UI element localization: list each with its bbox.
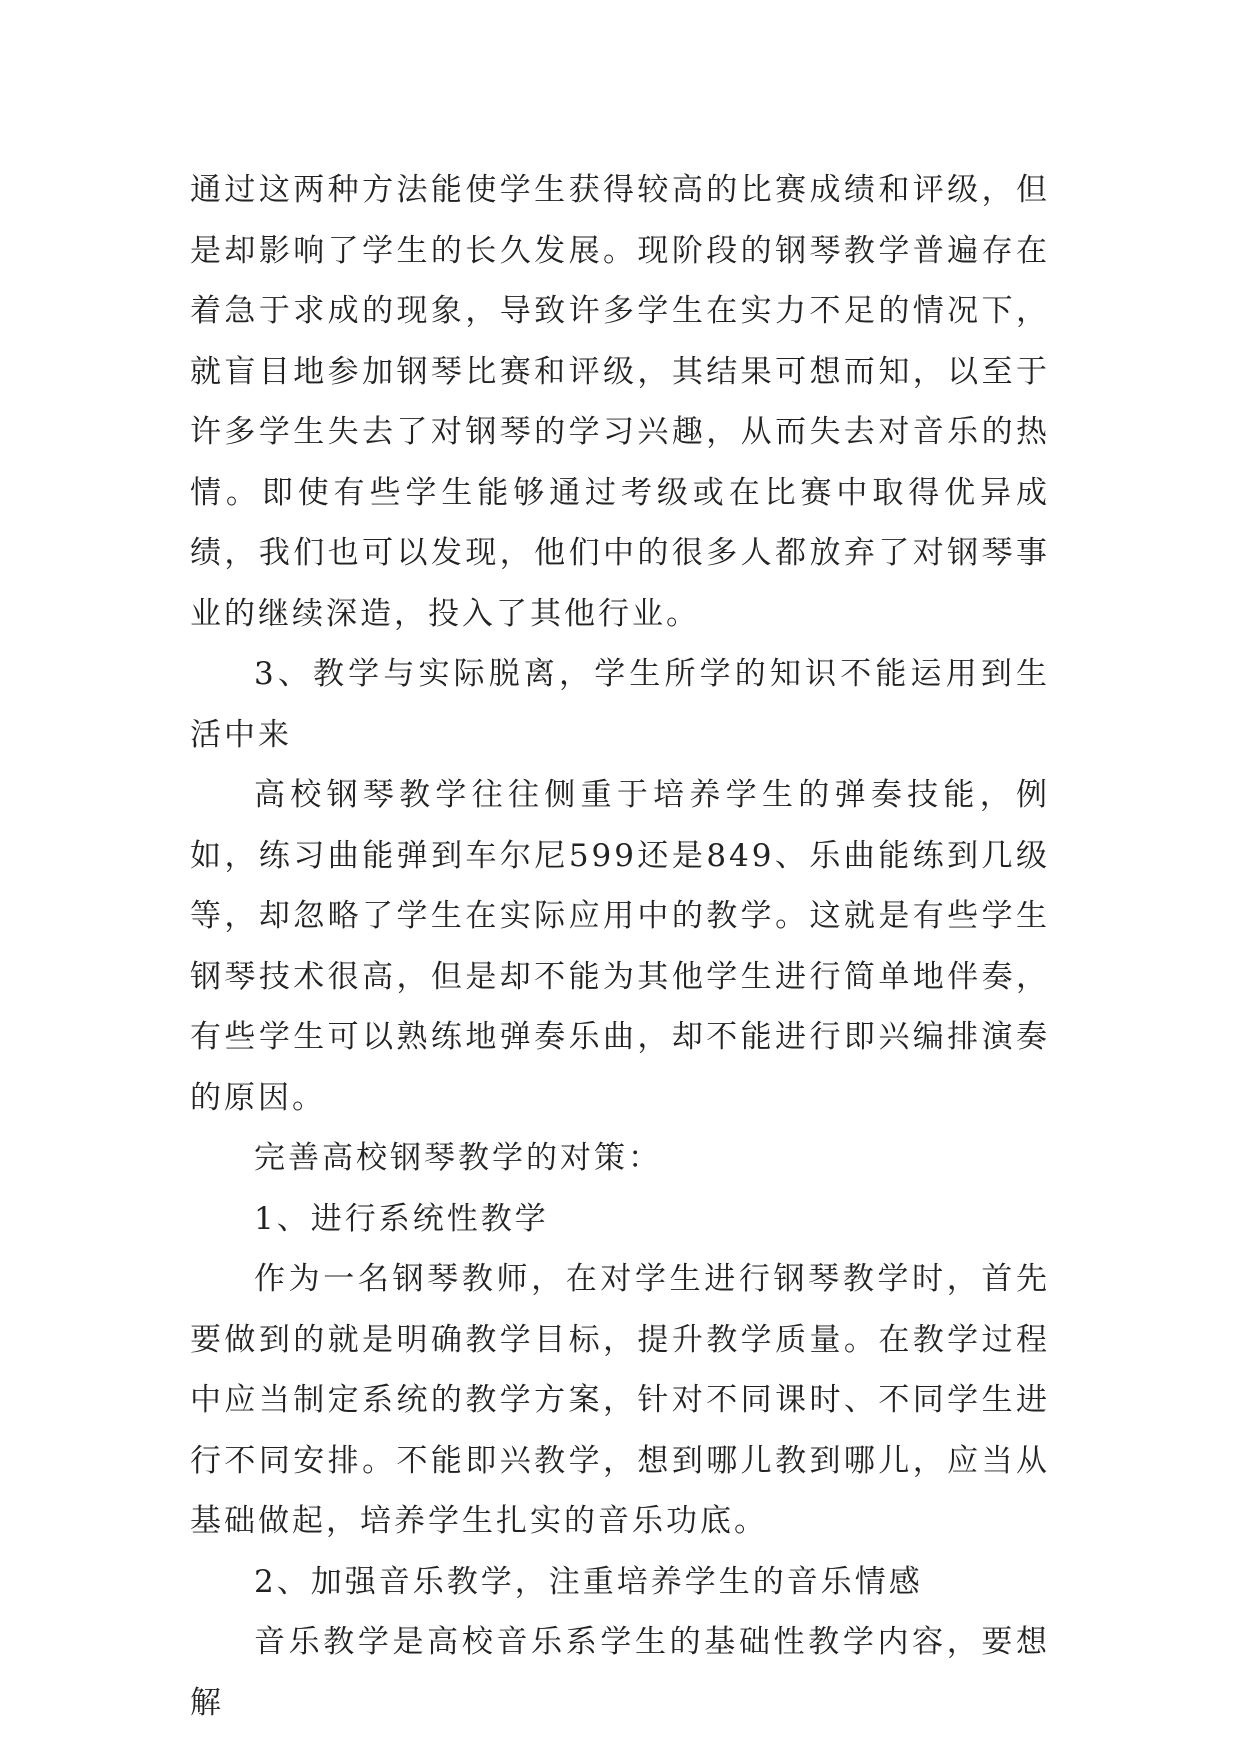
paragraph-music-teaching: 音乐教学是高校音乐系学生的基础性教学内容，要想解 [190,1624,1050,1721]
section-heading-3: 3、教学与实际脱离，学生所学的知识不能运用到生活中来 [190,656,1050,753]
paragraph-systematic-teaching: 作为一名钢琴教师，在对学生进行钢琴教学时，首先要做到的就是明确教学目标，提升教学质量。在教学过程中应当制定系统的教学方案，针对不同课时、不同学生进行不同安排。不能即兴教学，想到哪儿教到哪儿，应当从基础做起，培养学生扎实的音乐功底。 [190,1261,1050,1539]
paragraph-skill-focus: 高校钢琴教学往往侧重于培养学生的弹奏技能，例如，练习曲能弹到车尔尼599还是849、乐曲能练到几级等，却忽略了学生在实际应用中的教学。这就是有些学生钢琴技术很高，但是却不能为其他学生进行简单地伴奏，有些学生可以熟练地弹奏乐曲，却不能进行即兴编排演奏的原因。 [190,777,1050,1116]
section-heading-2: 2、加强音乐教学，注重培养学生的音乐情感 [254,1563,923,1600]
paragraph-competition-impact: 通过这两种方法能使学生获得较高的比赛成绩和评级，但是却影响了学生的长久发展。现阶段的钢琴教学普遍存在着急于求成的现象，导致许多学生在实力不足的情况下，就盲目地参加钢琴比赛和评级，其结果可想而知，以至于许多学生失去了对钢琴的学习兴趣，从而失去对音乐的热情。即使有些学生能够通过考级或在比赛中取得优异成绩，我们也可以发现，他们中的很多人都放弃了对钢琴事业的继续深造，投入了其他行业。 [190,172,1050,632]
document-body [190,160,1050,1733]
section-heading-1: 1、进行系统性教学 [254,1200,549,1237]
countermeasures-heading: 完善高校钢琴教学的对策： [254,1140,662,1176]
